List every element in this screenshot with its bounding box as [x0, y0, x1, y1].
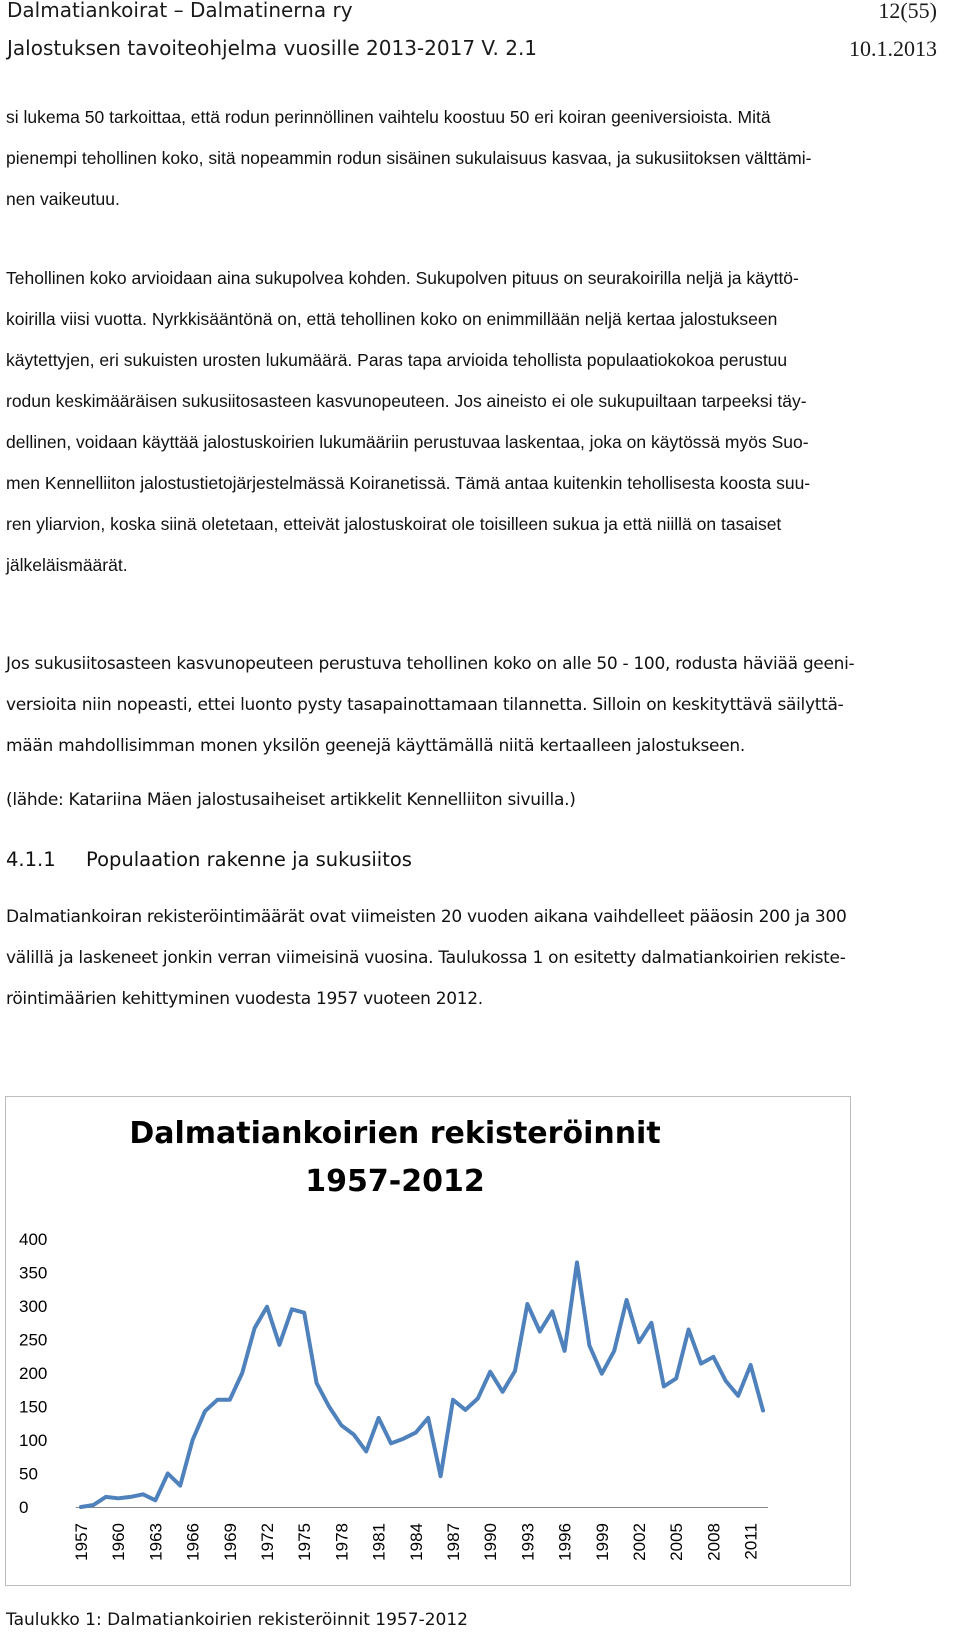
- text-line: jälkeläismäärät.: [6, 555, 128, 575]
- y-tick-label: 50: [19, 1464, 38, 1484]
- text-line: röintimäärien kehittyminen vuodesta 1957 vuoteen 2012.: [6, 989, 483, 1009]
- x-tick-label: 2008: [704, 1523, 724, 1561]
- x-tick-label: 1966: [183, 1523, 203, 1561]
- page-number: 12(55): [878, 0, 937, 23]
- chart-title: 1957-2012: [305, 1164, 485, 1199]
- text-line: dellinen, voidaan käyttää jalostuskoirien lukumääriin perustuvaa laskentaa, joka on käytössä myös Suo-: [6, 432, 809, 452]
- x-tick-label: 2002: [630, 1523, 649, 1561]
- x-tick-label: 1984: [406, 1523, 426, 1561]
- text-line: pienempi tehollinen koko, sitä nopeammin rodun sisäinen sukulaisuus kasvaa, ja sukusiitoksen välttämi-: [6, 148, 812, 168]
- text-line: koirilla viisi vuotta. Nyrkkisääntönä on, että tehollinen koko on enimmillään neljä kertaa jalostukseen: [6, 309, 778, 329]
- x-tick-label: 2005: [667, 1523, 687, 1561]
- x-tick-label: 1990: [481, 1523, 501, 1561]
- x-tick-label: 1981: [369, 1523, 389, 1561]
- registrations-chart: [5, 1096, 851, 1586]
- text-line: rodun keskimääräisen sukusiitosasteen kasvunopeuteen. Jos aineisto ei ole sukupuiltaan tarpeeksi täy-: [6, 391, 807, 411]
- document-header: [7, 36, 937, 62]
- text-line: välillä ja laskeneet jonkin verran viimeisinä vuosina. Taulukossa 1 on esitetty dalmatiankoirien rekiste-: [6, 948, 846, 968]
- x-tick-label: 1996: [555, 1523, 575, 1561]
- x-tick-label: 1960: [109, 1523, 129, 1561]
- text-line: mään mahdollisimman monen yksilön geenejä käyttämällä niitä kertaalleen jalostukseen.: [6, 736, 745, 756]
- text-line: Tehollinen koko arvioidaan aina sukupolvea kohden. Sukupolven pituus on seurakoirilla neljä ja käyttö-: [6, 268, 799, 288]
- source-note: [6, 780, 941, 821]
- text-line: ren yliarvion, koska siinä oletetaan, etteivät jalostuskoirat ole toisilleen sukua ja että niillä on tasaiset: [6, 514, 782, 534]
- y-tick-label: 150: [19, 1397, 48, 1417]
- document-date: 10.1.2013: [849, 36, 937, 61]
- y-tick-label: 100: [19, 1431, 48, 1450]
- paragraph-effective-size-estimation: [6, 258, 941, 586]
- org-name: Dalmatiankoirat – Dalmatinerna ry: [7, 0, 353, 22]
- x-tick-label: 1969: [220, 1523, 240, 1561]
- x-tick-label: 1999: [592, 1523, 612, 1561]
- y-tick-label: 0: [19, 1498, 29, 1517]
- paragraph-gene-loss: [6, 644, 941, 767]
- text-line: versioita niin nopeasti, ettei luonto pysty tasapainottamaan tilannetta. Silloin on keskityttävä säilyttä-: [6, 695, 844, 715]
- section-title: Populaation rakenne ja sukusiitos: [86, 848, 412, 871]
- page-header: [7, 0, 937, 24]
- y-tick-label: 300: [19, 1297, 48, 1316]
- text-line: käytettyjen, eri sukuisten urosten lukumäärä. Paras tapa arvioida tehollista populaatiokokoa perustuu: [6, 350, 788, 370]
- y-tick-label: 400: [19, 1230, 48, 1249]
- x-tick-label: 2011: [741, 1523, 761, 1560]
- x-tick-label: 1957: [72, 1523, 91, 1561]
- document-title: Jalostuksen tavoiteohjelma vuosille 2013-2017 V. 2.1: [7, 36, 538, 60]
- source-note-text: (lähde: Katariina Mäen jalostusaiheiset artikkelit Kennelliiton sivuilla.): [6, 790, 576, 810]
- text-line: Dalmatiankoiran rekisteröintimäärät ovat viimeisten 20 vuoden aikana vaihdelleet pääosin 200 ja 300: [6, 907, 847, 927]
- series-line: [81, 1263, 763, 1508]
- x-tick-label: 1972: [258, 1523, 277, 1561]
- chart-title: Dalmatiankoirien rekisteröinnit: [129, 1116, 661, 1151]
- table-caption: Taulukko 1: Dalmatiankoirien rekisteröinnit 1957-2012: [6, 1610, 468, 1630]
- x-tick-label: 1975: [295, 1523, 315, 1561]
- x-tick-label: 1978: [332, 1523, 352, 1561]
- text-line: si lukema 50 tarkoittaa, että rodun perinnöllinen vaihtelu koostuu 50 eri koiran geeniversioista. Mitä: [6, 107, 771, 127]
- x-tick-label: 1963: [146, 1523, 166, 1561]
- x-tick-label: 1993: [518, 1523, 538, 1561]
- y-tick-label: 250: [19, 1330, 48, 1350]
- x-tick-label: 1987: [444, 1523, 463, 1561]
- chart-canvas: [6, 1097, 850, 1585]
- text-line: men Kennelliiton jalostustietojärjestelmässä Koiranetissä. Tämä antaa kuitenkin tehollisesta koosta suu-: [6, 473, 811, 493]
- paragraph-registrations: [6, 897, 941, 1020]
- y-tick-label: 200: [19, 1364, 48, 1383]
- text-line: nen vaikeutuu.: [6, 189, 120, 209]
- section-number: 4.1.1: [6, 848, 56, 871]
- paragraph-effective-size-meaning: [6, 97, 941, 220]
- y-tick-label: 350: [19, 1263, 48, 1283]
- section-heading: [6, 848, 412, 871]
- text-line: Jos sukusiitosasteen kasvunopeuteen perustuva tehollinen koko on alle 50 - 100, rodusta häviää geeni-: [6, 654, 855, 674]
